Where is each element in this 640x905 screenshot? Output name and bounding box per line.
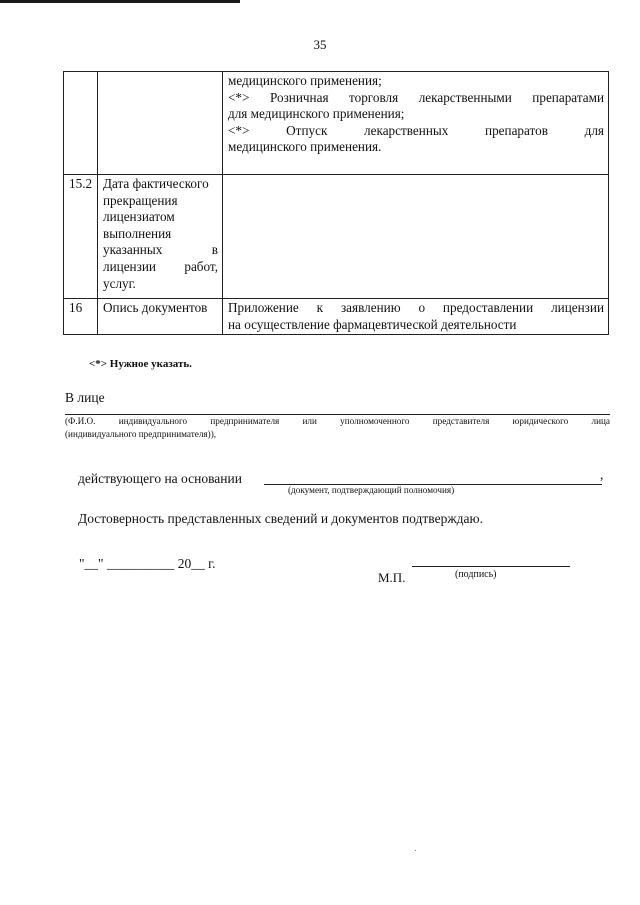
representative-caption-continued: (индивидуального предпринимателя)), — [65, 429, 217, 439]
cell-line: на осуществление фармацевтической деятельности — [228, 316, 517, 332]
row-number: 15.2 — [69, 176, 93, 191]
cell-line: прекращения — [103, 192, 178, 208]
field-name-cell — [98, 299, 223, 335]
signature-line — [412, 566, 570, 567]
acting-basis-caption: (документ, подтверждающий полномочия) — [288, 485, 455, 495]
table-row — [64, 299, 609, 335]
cell-line: указанных в — [103, 242, 218, 258]
cell-line: Дата фактического — [103, 176, 209, 191]
page-number: 35 — [313, 37, 327, 52]
cell-line: услуг. — [103, 275, 136, 291]
application-table — [63, 71, 609, 335]
footnote: <*> Нужное указать. — [89, 358, 192, 370]
cell-line: для медицинского применения; — [228, 106, 405, 122]
scan-speck — [415, 850, 416, 851]
cell-line: лицензиатом — [103, 209, 175, 225]
field-name-cell — [98, 175, 223, 299]
table-row — [64, 72, 609, 175]
acting-basis-comma: , — [600, 467, 604, 482]
signature-caption: (подпись) — [455, 569, 497, 580]
representative-caption: (Ф.И.О. индивидуального предпринимателя или уполномоченного представителя юридического лица — [65, 416, 610, 426]
cell-line: медицинского применения. — [228, 139, 382, 155]
cell-line: <*> Отпуск лекарственных препаратов для — [228, 122, 604, 138]
row-number-cell — [64, 72, 98, 175]
acting-basis-label: действующего на основании — [78, 471, 242, 486]
scan-edge-artifact — [0, 0, 240, 3]
cell-line: <*> Розничная торговля лекарственными препаратами — [228, 89, 604, 105]
representative-label: В лице — [65, 390, 105, 405]
cell-line: лицензии работ, — [103, 258, 218, 274]
confirmation-statement: Достоверность представленных сведений и документов подтверждаю. — [78, 511, 483, 526]
cell-line: Опись документов — [103, 300, 208, 315]
row-number: 16 — [69, 300, 83, 315]
table-row — [64, 175, 609, 299]
field-value-cell — [223, 175, 609, 299]
cell-line: выполнения — [103, 225, 172, 241]
field-value-cell — [223, 72, 609, 175]
row-number-cell — [64, 299, 98, 335]
cell-line: медицинского применения; — [228, 73, 382, 88]
cell-line: Приложение к заявлению о предоставлении лицензии — [228, 300, 604, 315]
field-value-cell — [223, 299, 609, 335]
row-number-cell — [64, 175, 98, 299]
stamp-place-label: М.П. — [378, 570, 406, 585]
field-name-cell — [98, 72, 223, 175]
date-field: "__" __________ 20__ г. — [79, 556, 216, 571]
